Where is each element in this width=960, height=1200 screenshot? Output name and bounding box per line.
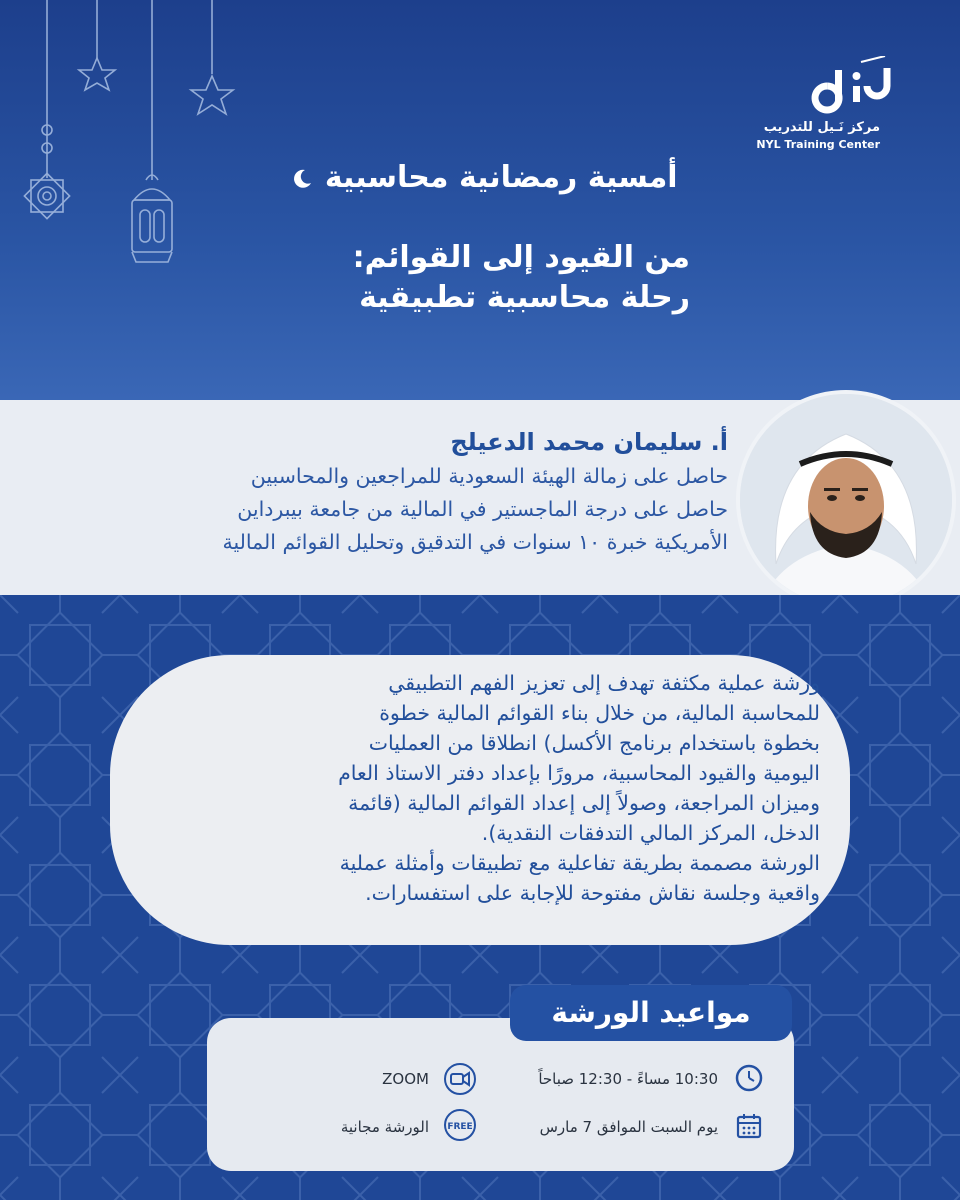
free-badge-text: FREE [447, 1122, 473, 1132]
workshop-description [120, 668, 820, 908]
calendar-icon [735, 1112, 763, 1140]
description-line: بخطوة باستخدام برنامج الأكسل) انطلاقا من العمليات [368, 731, 820, 755]
event-headline [200, 160, 760, 195]
logo-mark [801, 56, 896, 116]
description-line: للمحاسبة المالية، من خلال بناء القوائم المالية خطوة [379, 701, 820, 725]
clock-icon [735, 1064, 763, 1092]
speaker-portrait [740, 394, 952, 606]
ramadan-decoration [0, 0, 260, 280]
schedule-date: يوم السبت الموافق 7 مارس [539, 1118, 718, 1136]
brand-name-arabic: مركز نَـيل للتدريب [763, 120, 880, 135]
speaker-bio [168, 460, 728, 559]
crescent-moon-icon [290, 167, 314, 191]
description-line: واقعية وجلسة نقاش مفتوحة للإجابة على استفسارات. [365, 881, 820, 905]
description-line: وميزان المراجعة، وصولاً إلى إعداد القوائم المالية (قائمة [348, 791, 820, 815]
brand-logo [740, 50, 920, 160]
schedule-time: 10:30 مساءً - 12:30 صباحاً [538, 1070, 718, 1088]
description-line: ورشة عملية مكثفة تهدف إلى تعزيز الفهم التطبيقي [388, 671, 820, 695]
header-background [0, 0, 960, 400]
free-badge-icon [443, 1108, 477, 1142]
description-line: اليومية والقيود المحاسبية، مرورًا بإعداد دفتر الاستاذ العام [338, 761, 820, 785]
brand-name-english: NYL Training Center [756, 138, 880, 151]
workshop-title-line2: رحلة محاسبية تطبيقية [359, 280, 690, 315]
speaker-name: أ. سليمان محمد الدعيلج [450, 428, 728, 456]
schedule-platform: ZOOM [382, 1070, 429, 1088]
video-camera-icon [443, 1062, 477, 1096]
schedule-title: مواعيد الورشة [510, 985, 792, 1041]
headline-text: أمسية رمضانية محاسبية [324, 160, 678, 195]
bio-line: حاصل على زمالة الهيئة السعودية للمراجعين والمحاسبين [250, 464, 728, 488]
description-line: الورشة مصممة بطريقة تفاعلية مع تطبيقات وأمثلة عملية [339, 851, 820, 875]
bio-line: الأمريكية خبرة ١٠ سنوات في التدقيق وتحليل القوائم المالية [222, 530, 728, 554]
description-line: الدخل، المركز المالي التدفقات النقدية). [481, 821, 820, 845]
speaker-photo [736, 390, 956, 610]
schedule-price: الورشة مجانية [340, 1118, 429, 1136]
bio-line: حاصل على درجة الماجستير في المالية من جامعة بيبرداين [237, 497, 728, 521]
workshop-title-line1: من القيود إلى القوائم: [352, 240, 690, 275]
